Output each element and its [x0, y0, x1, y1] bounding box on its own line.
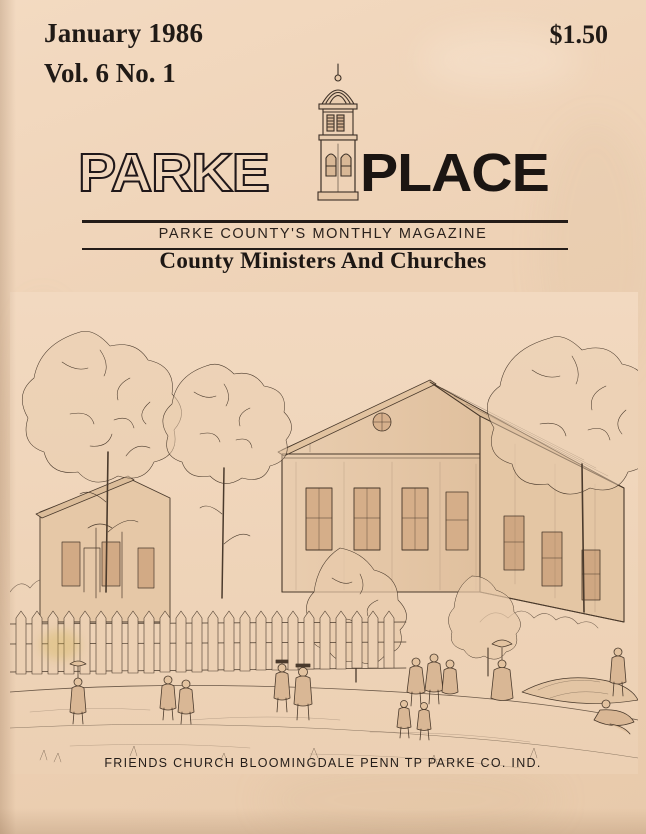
masthead-tagline: PARKE COUNTY'S MONTHLY MAGAZINE — [158, 226, 488, 242]
volume-issue: Vol. 6 No. 1 — [44, 58, 176, 88]
issue-date: January 1986 — [44, 18, 204, 48]
cover-top-row — [0, 18, 646, 58]
masthead-rule-top — [82, 220, 568, 223]
cover-price: $1.50 — [549, 20, 608, 49]
logo-word-parke: PARKE — [78, 143, 269, 203]
friends-church-illustration — [10, 292, 638, 774]
church-cupola-illustration — [292, 62, 384, 202]
page-edge-shadow-bottom — [0, 808, 646, 834]
cover-headline: County Ministers And Churches — [159, 248, 487, 273]
logo-word-place: PLACE — [360, 143, 549, 203]
illustration-caption: FRIENDS CHURCH BLOOMINGDALE PENN TP PARKE CO. IND. — [104, 756, 542, 770]
